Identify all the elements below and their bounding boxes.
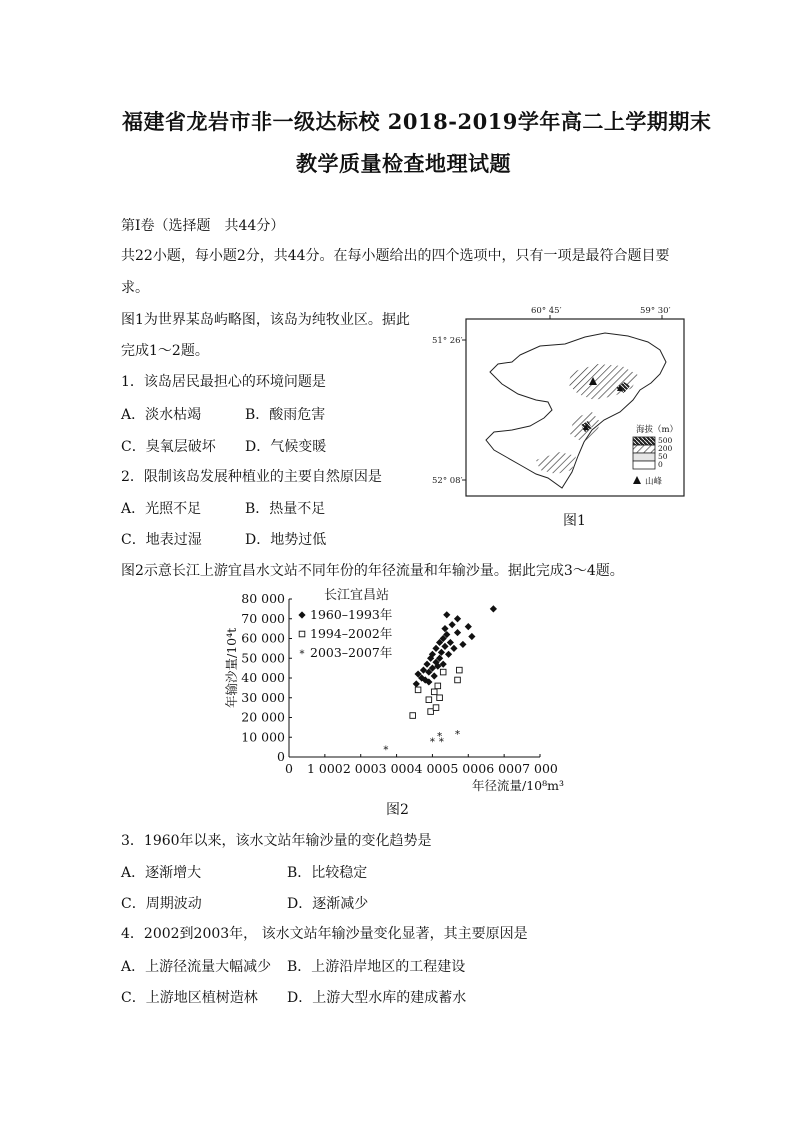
scatter-point-diamond bbox=[438, 649, 445, 656]
scatter-point-diamond bbox=[441, 643, 448, 650]
question-1-option-c: C．臭氧层破坏 bbox=[121, 439, 216, 455]
scatter-point-diamond bbox=[459, 641, 466, 648]
scatter-point-diamond bbox=[454, 629, 461, 636]
question-3-option-a: A．逐渐增大 bbox=[121, 865, 202, 881]
scatter-point-asterisk: * bbox=[438, 737, 444, 749]
scatter-point-asterisk: * bbox=[383, 745, 389, 757]
scatter-point-square bbox=[435, 683, 441, 689]
question-2-option-c: C．地表过湿 bbox=[121, 532, 202, 548]
scatter-point-diamond bbox=[423, 661, 430, 668]
scatter-point-square bbox=[410, 713, 416, 719]
question-1-option-a: A．淡水枯竭 bbox=[121, 407, 202, 423]
legend-level-0: 0 bbox=[658, 460, 663, 469]
question-3-option-c: C．周期波动 bbox=[121, 896, 202, 912]
question-2-stem: 2．限制该岛发展种植业的主要自然原因是 bbox=[121, 469, 382, 485]
section-header: 第Ⅰ卷（选择题 共44分） bbox=[121, 218, 285, 234]
legend-level-500: 500 bbox=[658, 436, 673, 445]
x-tick-label: 3 000 bbox=[378, 761, 415, 776]
x-tick-label: 4 000 bbox=[414, 761, 451, 776]
fig1-intro-line1: 图1为世界某岛屿略图，该岛为纯牧业区。据此 bbox=[121, 312, 410, 328]
legend-label: 1960–1993年 bbox=[310, 607, 393, 622]
question-4-stem: 4．2002到2003年， 该水文站年输沙量变化显著，其主要原因是 bbox=[121, 926, 528, 942]
scatter-point-asterisk: * bbox=[429, 737, 435, 749]
scatter-point-diamond bbox=[445, 651, 452, 658]
fig2-intro: 图2示意长江上游宜昌水文站不同年份的年径流量和年输沙量。据此完成3～4题。 bbox=[121, 563, 624, 579]
scatter-point-diamond bbox=[450, 645, 457, 652]
question-4-option-d: D．上游大型水库的建成蓄水 bbox=[287, 990, 467, 1006]
y-tick-label: 70 000 bbox=[241, 610, 285, 626]
scatter-point-diamond bbox=[413, 680, 420, 687]
legend-swatch-200 bbox=[633, 445, 655, 453]
legend-peak-label: 山峰 bbox=[645, 477, 663, 487]
question-3-option-b: B．比较稳定 bbox=[287, 865, 368, 881]
scatter-point-square bbox=[437, 695, 443, 701]
legend-swatch-0 bbox=[633, 461, 655, 469]
question-1-option-b: B．酸雨危害 bbox=[245, 407, 326, 423]
scatter-point-square bbox=[415, 687, 421, 693]
island-map-figure bbox=[425, 300, 695, 530]
legend-marker-square bbox=[299, 631, 305, 637]
question-2-option-b: B．热量不足 bbox=[245, 501, 326, 517]
question-3-stem: 3．1960年以来，该水文站年输沙量的变化趋势是 bbox=[121, 833, 432, 849]
intro-line2: 求。 bbox=[121, 280, 149, 296]
scatter-point-diamond bbox=[431, 672, 438, 679]
fig1-intro-line2: 完成1～2题。 bbox=[121, 343, 209, 359]
chart-title: 长江宜昌站 bbox=[324, 588, 390, 603]
legend-marker-diamond bbox=[298, 611, 305, 618]
chart-y-axis-label: 年输沙量/10⁴t bbox=[224, 627, 239, 708]
figure-1-caption: 图1 bbox=[563, 513, 586, 529]
question-4-option-c: C．上游地区植树造林 bbox=[121, 990, 258, 1006]
y-tick-label: 20 000 bbox=[241, 709, 285, 725]
question-2-option-d: D．地势过低 bbox=[245, 532, 327, 548]
question-2-option-a: A．光照不足 bbox=[121, 501, 202, 517]
scatter-point-diamond bbox=[468, 633, 475, 640]
scatter-point-asterisk: * bbox=[437, 731, 443, 743]
question-3-option-d: D．逐渐减少 bbox=[287, 896, 369, 912]
lat-label-top: 51° 26′ bbox=[432, 336, 463, 346]
legend-level-50: 50 bbox=[658, 452, 668, 461]
chart-x-axis-label: 年径流量/10⁸m³ bbox=[472, 778, 564, 793]
scatter-point-square bbox=[457, 667, 463, 673]
x-tick-label: 7 000 bbox=[522, 761, 558, 776]
legend-label: 1994–2002年 bbox=[310, 626, 393, 641]
figure-2-caption: 图2 bbox=[386, 802, 409, 818]
y-tick-label: 40 000 bbox=[241, 670, 285, 685]
legend-marker-asterisk: * bbox=[299, 649, 305, 660]
intro-line1: 共22小题，每小题2分，共44分。在每小题给出的四个选项中，只有一项是最符合题目要 bbox=[121, 248, 670, 264]
x-tick-label: 2 000 bbox=[342, 761, 379, 776]
question-1-option-d: D．气候变暖 bbox=[245, 439, 327, 455]
scatter-point-diamond bbox=[465, 623, 472, 630]
legend-swatch-500 bbox=[633, 437, 655, 445]
lat-label-bottom: 52° 08′ bbox=[432, 476, 463, 486]
question-1-stem: 1．该岛居民最担心的环境问题是 bbox=[121, 374, 326, 390]
scatter-point-diamond bbox=[447, 639, 454, 646]
question-4-option-a: A．上游径流量大幅减少 bbox=[121, 959, 272, 975]
scatter-point-diamond bbox=[490, 605, 497, 612]
lon-label-right: 59° 30′ bbox=[640, 306, 671, 316]
x-tick-label: 0 bbox=[285, 761, 293, 776]
legend-level-200: 200 bbox=[658, 444, 673, 453]
scatter-point-square bbox=[431, 689, 437, 695]
x-tick-label: 6 000 bbox=[486, 761, 523, 776]
question-4-option-b: B．上游沿岸地区的工程建设 bbox=[287, 959, 466, 975]
y-tick-label: 0 bbox=[277, 749, 285, 764]
map-legend-title: 海拔（m） bbox=[636, 425, 679, 435]
x-tick-label: 1 000 bbox=[306, 761, 343, 776]
scatter-point-square bbox=[433, 705, 439, 711]
lon-label-left: 60° 45′ bbox=[531, 306, 562, 316]
doc-title-line1: 福建省龙岩市非一级达标校 2018-2019学年高二上学期期末 bbox=[122, 109, 712, 134]
scatter-point-square bbox=[455, 677, 461, 683]
scatter-point-asterisk: * bbox=[455, 729, 461, 741]
doc-title-line2: 教学质量检查地理试题 bbox=[296, 151, 511, 176]
y-tick-label: 80 000 bbox=[241, 591, 285, 606]
x-tick-label: 5 000 bbox=[450, 761, 487, 776]
y-tick-label: 10 000 bbox=[241, 729, 285, 745]
legend-swatch-50 bbox=[633, 453, 655, 461]
scatter-chart-figure bbox=[218, 582, 588, 798]
scatter-point-square bbox=[426, 697, 432, 703]
scatter-point-square bbox=[428, 709, 434, 715]
y-tick-label: 50 000 bbox=[241, 650, 285, 666]
legend-label: 2003–2007年 bbox=[310, 645, 393, 660]
scatter-point-diamond bbox=[443, 611, 450, 618]
y-tick-label: 60 000 bbox=[241, 630, 285, 646]
scatter-point-square bbox=[440, 669, 446, 675]
y-tick-label: 30 000 bbox=[241, 689, 285, 705]
scatter-point-diamond bbox=[454, 615, 461, 622]
scatter-point-diamond bbox=[449, 621, 456, 628]
scatter-point-diamond bbox=[432, 645, 439, 652]
scatter-point-diamond bbox=[441, 625, 448, 632]
